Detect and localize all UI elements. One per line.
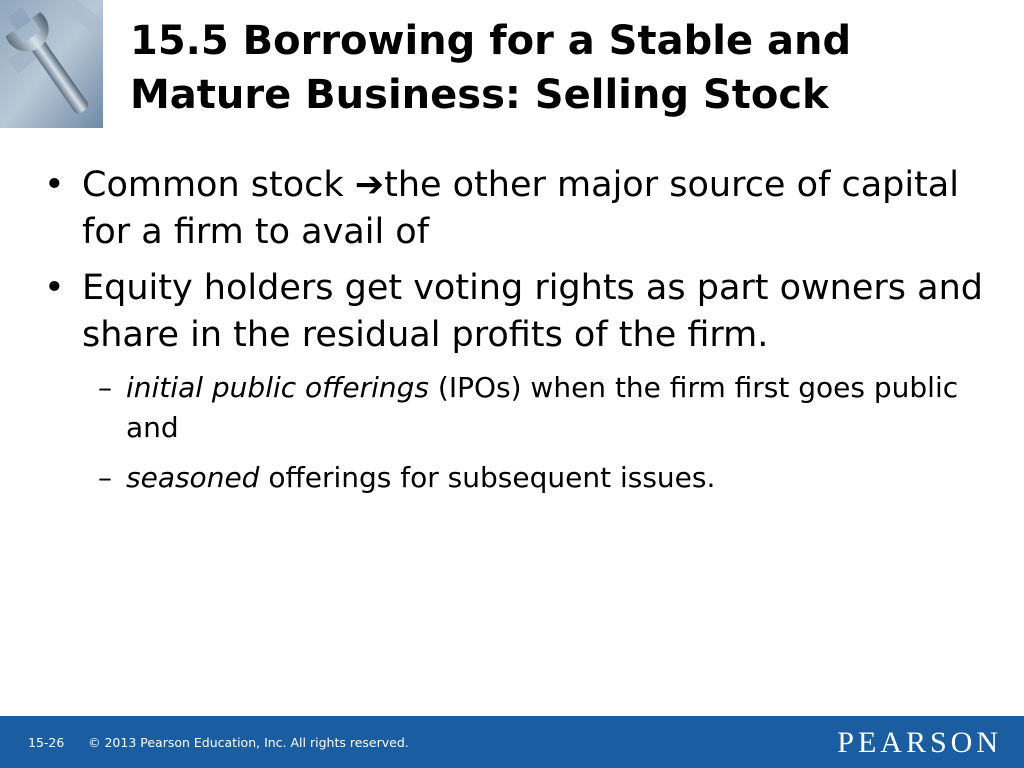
pearson-logo: PEARSON bbox=[837, 726, 1002, 759]
slide-title-line-2: Mature Business: Selling Stock bbox=[130, 72, 829, 118]
slide-body bbox=[44, 162, 984, 508]
bullet-equity-holders bbox=[44, 265, 984, 359]
subbullet-dash: – bbox=[98, 371, 112, 404]
slide-title-line-1: 15.5 Borrowing for a Stable and bbox=[130, 18, 852, 64]
bullet-text: Equity holders get voting rights as part owners and share in the residual profits of the firm. bbox=[82, 268, 983, 355]
subbullet-italic-term: initial public offerings bbox=[126, 371, 430, 404]
bullet-text-start: Common stock bbox=[82, 165, 355, 205]
wrench-icon bbox=[0, 0, 103, 128]
subbullet-dash: – bbox=[98, 461, 112, 494]
bullet-common-stock bbox=[44, 162, 984, 256]
subbullet-seasoned bbox=[44, 458, 984, 498]
subbullet-ipo bbox=[44, 368, 984, 448]
bullet-dot: • bbox=[44, 268, 65, 308]
subbullet-text: offerings for subsequent issues. bbox=[259, 461, 716, 494]
page-number: 15-26 bbox=[28, 735, 65, 750]
subbullet-text: (IPOs) when the firm first goes public and bbox=[126, 371, 959, 444]
subbullet-italic-term: seasoned bbox=[126, 461, 260, 494]
bullet-dot: • bbox=[44, 165, 65, 205]
footer-bar bbox=[0, 716, 1024, 768]
slide-title bbox=[130, 14, 1010, 122]
right-arrow-icon: ➔ bbox=[354, 165, 385, 205]
bullet-text-end: the other major source of capital for a firm to avail of bbox=[82, 165, 959, 252]
copyright-notice: © 2013 Pearson Education, Inc. All rights reserved. bbox=[88, 735, 409, 750]
